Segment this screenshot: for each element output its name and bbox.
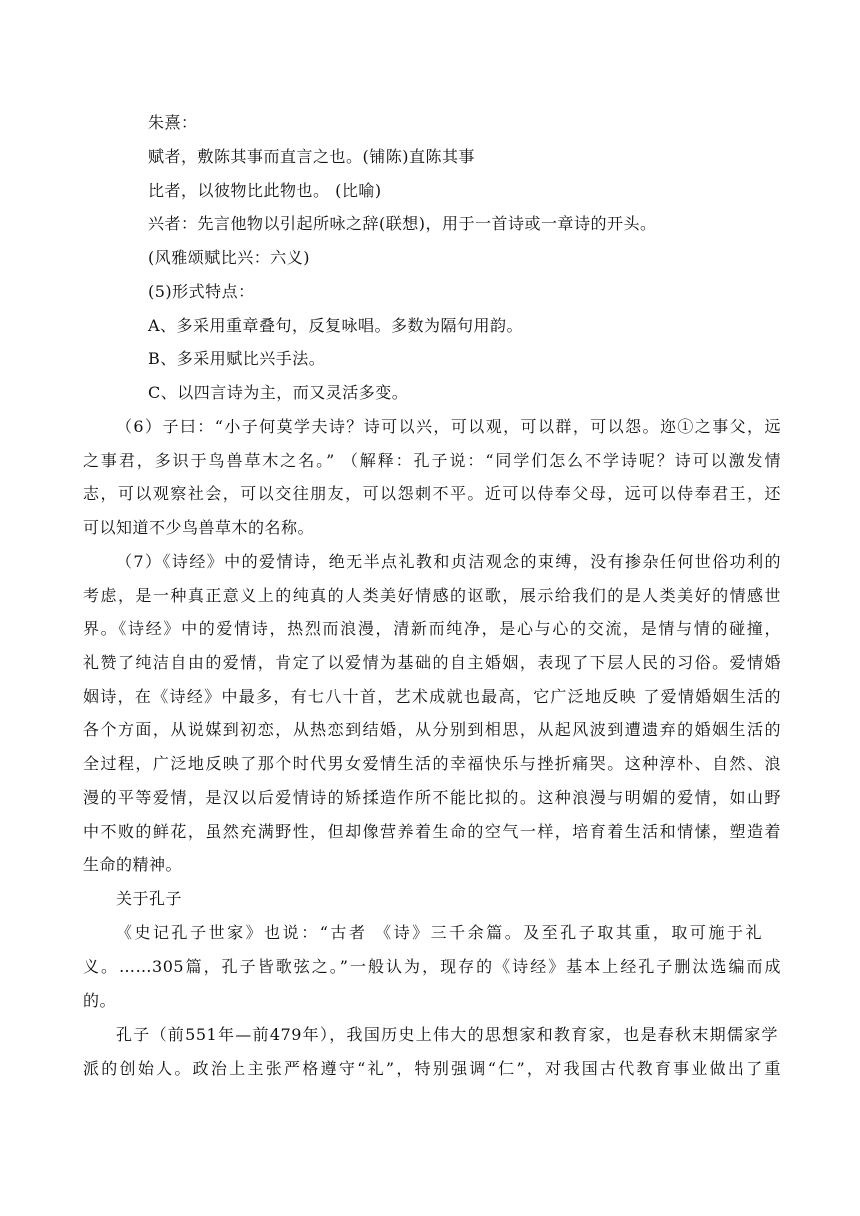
text-line: 姻诗，在《诗经》中最多，有七八十首，艺术成就也最高，它广泛地反映 了爱情婚姻生活的 xyxy=(83,687,781,706)
text-line: 比者，以彼物比此物也。 (比喻) xyxy=(148,181,382,200)
text-line: A、多采用重章叠句，反复咏唱。多数为隔句用韵。 xyxy=(148,316,524,335)
text-line: 中不败的鲜花，虽然充满野性，但却像营养着生命的空气一样，培育着生活和情愫，塑造着 xyxy=(83,822,781,841)
text-line: 各个方面，从说媒到初恋，从热恋到结婚，从分别到相思，从起风波到遭遗弃的婚姻生活的 xyxy=(83,720,781,739)
text-line: 界。《诗经》中的爱情诗，热烈而浪漫，清新而纯净，是心与心的交流，是情与情的碰撞， xyxy=(83,619,781,638)
text-line: 《史记孔子世家》也说：“古者 《诗》三千余篇。及至孔子取其重，取可施于礼 xyxy=(116,923,762,942)
text-line: (风雅颂赋比兴：六义) xyxy=(148,248,310,267)
text-line: 兴者：先言他物以引起所咏之辞(联想)，用于一首诗或一章诗的开头。 xyxy=(148,214,657,233)
text-line: 志，可以观察社会，可以交往朋友，可以怨刺不平。近可以侍奉父母，远可以侍奉君王，还 xyxy=(83,484,781,503)
text-line: 生命的精神。 xyxy=(83,855,183,874)
text-line: 孔子（前551年—前479年），我国历史上伟大的思想家和教育家，也是春秋末期儒家学 xyxy=(116,1025,778,1044)
text-line: (5)形式特点： xyxy=(148,282,255,301)
text-line: 漫的平等爱情，是汉以后爱情诗的矫揉造作所不能比拟的。这种浪漫与明媚的爱情，如山野 xyxy=(83,788,781,807)
text-line: C、以四言诗为主，而又灵活多变。 xyxy=(148,383,409,402)
text-line: 义。……305篇，孔子皆歌弦之。”一般认为，现存的《诗经》基本上经孔子删汰选编而成 xyxy=(83,957,781,976)
text-line: 考虑，是一种真正意义上的纯真的人类美好情感的讴歌，展示给我们的是人类美好的情感世 xyxy=(83,586,781,605)
text-line: （6）子曰：“小子何莫学夫诗？诗可以兴，可以观，可以群，可以怨。迩①之事父，远 xyxy=(116,417,781,436)
text-line: 礼赞了纯洁自由的爱情，肯定了以爱情为基础的自主婚姻，表现了下层人民的习俗。爱情婚 xyxy=(83,653,781,672)
section-heading: 关于孔子 xyxy=(116,889,183,908)
text-line: 之事君，多识于鸟兽草木之名。” （解释：孔子说：“同学们怎么不学诗呢？诗可以激发情 xyxy=(83,451,781,470)
text-line: 朱熹： xyxy=(148,113,198,132)
text-line: （7）《诗经》中的爱情诗，绝无半点礼教和贞洁观念的束缚，没有掺杂任何世俗功利的 xyxy=(116,552,781,571)
text-line: 全过程，广泛地反映了那个时代男女爱情生活的幸福快乐与挫折痛哭。这种淳朴、自然、浪 xyxy=(83,754,781,773)
text-line: 可以知道不少鸟兽草木的名称。 xyxy=(83,518,315,537)
text-line: 的。 xyxy=(83,991,117,1010)
text-line: B、多采用赋比兴手法。 xyxy=(148,349,326,368)
text-line: 赋者，敷陈其事而直言之也。(铺陈)直陈其事 xyxy=(148,147,475,166)
text-line: 派的创始人。政治上主张严格遵守“礼”，特别强调“仁”，对我国古代教育事业做出了重 xyxy=(83,1059,781,1078)
